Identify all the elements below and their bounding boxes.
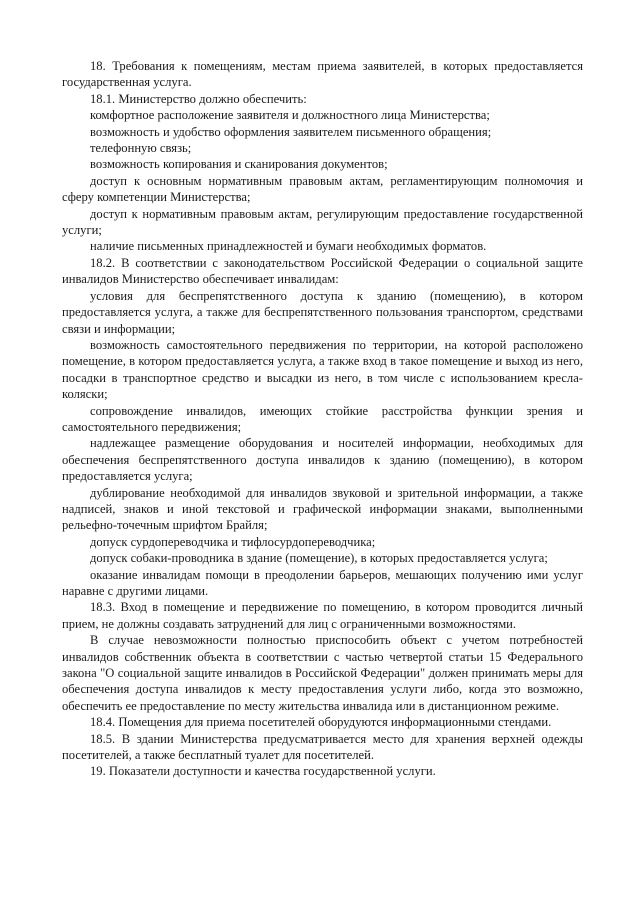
paragraph-item: допуск сурдопереводчика и тифлосурдопереводчика; <box>90 534 376 549</box>
paragraph-18-3: 18.3. Вход в помещение и передвижение по помещению, в котором проводится личный прием, не должны создавать затруднений для лиц с ограниченными возможностями. <box>62 600 583 631</box>
paragraph-item: допуск собаки-проводника в здание (помещение), в которых предоставляется услуга; <box>90 551 548 566</box>
paragraph-item: надлежащее размещение оборудования и носителей информации, необходимых для обеспечения беспрепятственного доступа инвалидов к зданию (помещению), в котором предоставляется услуга; <box>62 436 583 484</box>
paragraph-item: условия для беспрепятственного доступа к зданию (помещению), в котором предоставляется услуга, а также для беспрепятственного пользования транспортом, средствами связи и информации; <box>62 288 583 336</box>
paragraph-item: оказание инвалидам помощи в преодолении барьеров, мешающих получению ими услуг наравне с другими лицами. <box>62 567 583 598</box>
paragraph-item: доступ к нормативным правовым актам, регулирующим предоставление государственной услуги; <box>62 206 583 238</box>
paragraph-18-5: 18.5. В здании Министерства предусматривается место для хранения верхней одежды посетителей, а также бесплатный туалет для посетителей. <box>62 731 583 763</box>
paragraph-item: сопровождение инвалидов, имеющих стойкие расстройства функции зрения и самостоятельного передвижения; <box>62 403 583 434</box>
paragraph-body: В случае невозможности полностью приспособить объект с учетом потребностей инвалидов собственник объекта в соответствии с частью четвертой статьи 15 Федерального закона "О социальной защите инвалидов в Российской Федерации" должен принимать меры для обеспечения доступа инвалидов к месту предоставления услуги либо, когда это возможно, обеспечить ее предоставление по месту жительства инвалида или в дистанционном режиме. <box>62 633 583 713</box>
paragraph-item: дублирование необходимой для инвалидов звуковой и зрительной информации, а также надписей, знаков и иной текстовой и графической информации знаками, выполненными рельефно-точечным шрифтом Брайля; <box>62 485 583 533</box>
document-page <box>62 58 583 780</box>
paragraph-item: телефонную связь; <box>90 141 192 156</box>
paragraph-18-heading: 18. Требования к помещениям, местам приема заявителей, в которых предоставляется государственная услуга. <box>62 59 583 90</box>
paragraph-item: возможность самостоятельного передвижения по территории, на которой расположено помещение, в котором предоставляется услуга, а также вход в такое помещение и выход из него, посадки в транспортное средство и высадки из него, в том числе с использованием кресла-коляски; <box>62 337 583 402</box>
paragraph-item: доступ к основным нормативным правовым актам, регламентирующим полномочия и сферу компетенции Министерства; <box>62 173 583 205</box>
paragraph-item: возможность и удобство оформления заявителем письменного обращения; <box>90 124 492 139</box>
paragraph-19-heading: 19. Показатели доступности и качества государственной услуги. <box>90 764 436 779</box>
paragraph-item: комфортное расположение заявителя и должностного лица Министерства; <box>90 108 490 123</box>
paragraph-18-1: 18.1. Министерство должно обеспечить: <box>90 91 307 106</box>
paragraph-item: наличие письменных принадлежностей и бумаги необходимых форматов. <box>90 239 487 254</box>
paragraph-item: возможность копирования и сканирования документов; <box>90 157 388 172</box>
paragraph-18-2: 18.2. В соответствии с законодательством Российской Федерации о социальной защите инвалидов Министерство обеспечивает инвалидам: <box>62 255 583 287</box>
paragraph-18-4: 18.4. Помещения для приема посетителей оборудуются информационными стендами. <box>90 715 552 730</box>
